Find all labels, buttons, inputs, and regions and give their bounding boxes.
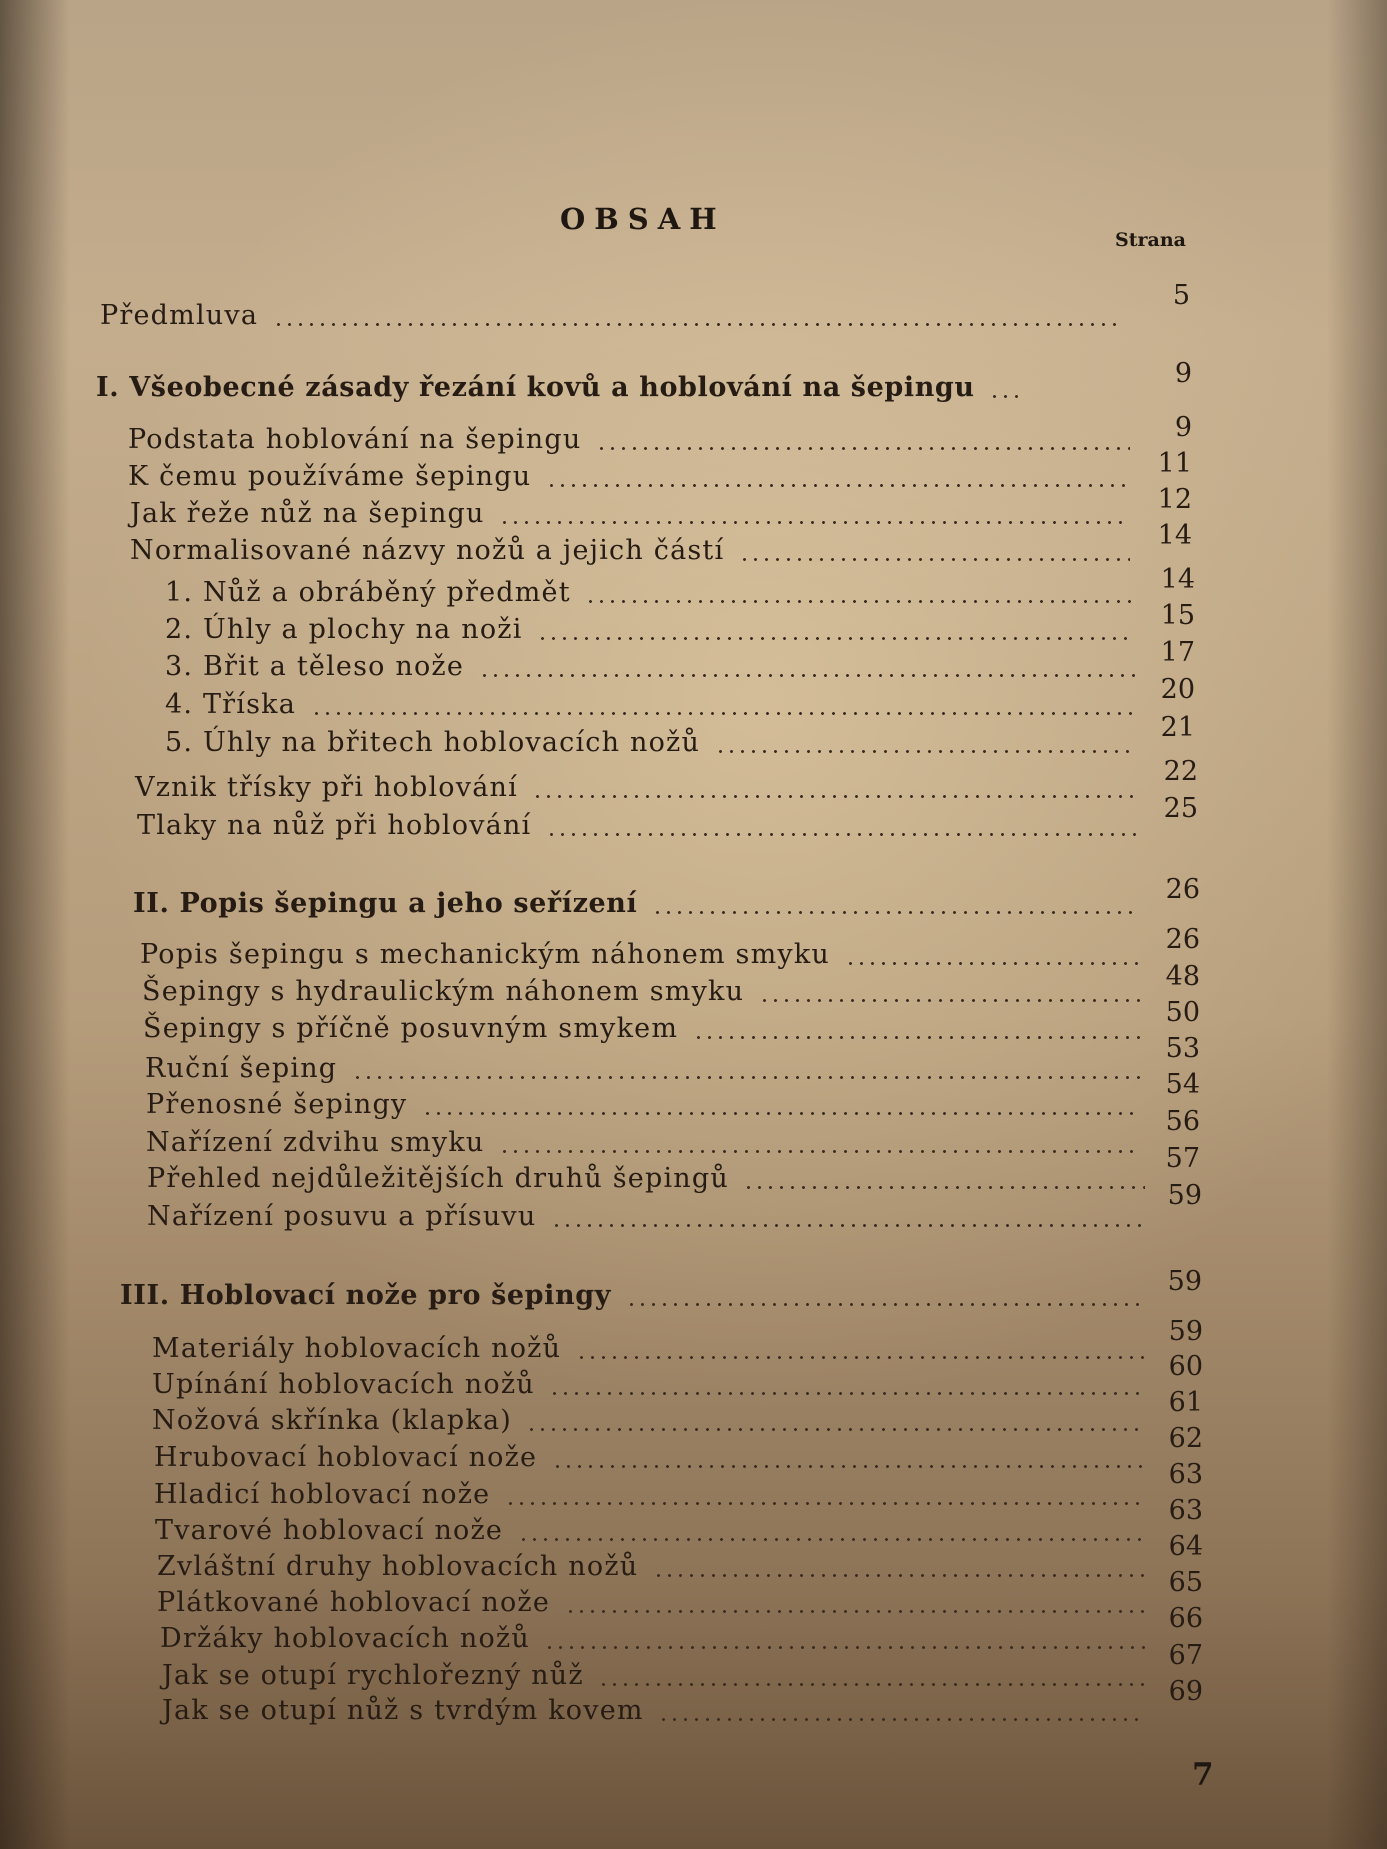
toc-dot-leader [499, 1150, 1140, 1153]
toc-dot-leader [532, 795, 1135, 798]
toc-entry-page: 66 [1168, 1603, 1203, 1634]
toc-entry [147, 1201, 1145, 1235]
toc-entry-page: 9 [1174, 412, 1192, 443]
toc-entry-page: 69 [1168, 1676, 1203, 1707]
toc-entry-label: Přenosné šepingy [146, 1089, 408, 1120]
toc-entry-label: Přehled nejdůležitějších druhů šepingů [147, 1163, 729, 1194]
toc-dot-leader [715, 750, 1135, 753]
toc-entry-label: 4. Tříska [165, 689, 297, 720]
toc-entry-page: 53 [1165, 1033, 1200, 1064]
toc-entry [165, 651, 1135, 685]
toc-entry-page: 21 [1160, 712, 1195, 743]
toc-dot-leader [598, 1683, 1145, 1686]
toc-dot-leader [352, 1076, 1140, 1079]
toc-dot-leader [576, 1356, 1145, 1359]
toc-entry-label: Předmluva [100, 300, 259, 331]
toc-entry-label: 1. Nůž a obráběný předmět [165, 577, 571, 608]
toc-entry-page: 26 [1165, 874, 1200, 905]
toc-entry [142, 976, 1140, 1010]
toc-entry-label: Jak se otupí rychlořezný nůž [162, 1660, 584, 1691]
toc-dot-leader [546, 484, 1130, 487]
toc-entry [100, 300, 1120, 334]
toc-entry [130, 535, 1130, 569]
toc-dot-leader [759, 999, 1140, 1002]
toc-entry-page: 20 [1160, 674, 1195, 705]
toc-entry-page: 67 [1168, 1640, 1203, 1671]
toc-entry [147, 1163, 1145, 1197]
toc-entry-page: 64 [1168, 1531, 1203, 1562]
toc-dot-leader [526, 1428, 1145, 1431]
toc-entry [165, 727, 1135, 761]
toc-entry-page: 9 [1174, 358, 1192, 389]
toc-entry-label: K čemu používáme šepingu [128, 461, 532, 492]
toc-entry [152, 1333, 1145, 1367]
toc-entry-page: 59 [1167, 1180, 1202, 1211]
toc-entry [137, 810, 1140, 844]
toc-entry [128, 461, 1130, 495]
toc-entry-label: Držáky hoblovacích nožů [160, 1623, 530, 1654]
toc-entry-label: Jak se otupí nůž s tvrdým kovem [162, 1695, 644, 1726]
toc-entry-label: Vznik třísky při hoblování [135, 772, 518, 803]
toc-entry-label: III. Hoblovací nože pro šepingy [120, 1280, 612, 1311]
toc-entry-label: Hladicí hoblovací nože [154, 1479, 491, 1510]
toc-entry [146, 1127, 1140, 1161]
toc-entry-page: 11 [1157, 448, 1192, 479]
toc-entry [143, 1013, 1140, 1047]
toc-entry-label: Materiály hoblovacích nožů [152, 1333, 562, 1364]
toc-entry-label: Šepingy s příčně posuvným smykem [143, 1013, 679, 1044]
toc-entry [130, 498, 1130, 532]
toc-dot-leader [739, 558, 1130, 561]
toc-entry-page: 5 [1172, 280, 1190, 311]
toc-entry [165, 614, 1135, 648]
toc-dot-leader [273, 323, 1120, 326]
toc-entry-label: Plátkované hoblovací nože [157, 1587, 551, 1618]
toc-entry [145, 1053, 1140, 1087]
toc-entry-label: Normalisované názvy nožů a jejich částí [130, 535, 725, 566]
toc-dot-leader [552, 1465, 1145, 1468]
toc-entry-label: Tlaky na nůž při hoblování [137, 810, 532, 841]
toc-entry-page: 15 [1160, 600, 1195, 631]
toc-dot-leader [626, 1303, 1145, 1306]
toc-entry-page: 56 [1165, 1106, 1200, 1137]
toc-entry-label: Nařízení zdvihu smyku [146, 1127, 485, 1158]
toc-entry-label: Nožová skřínka (klapka) [152, 1405, 512, 1436]
toc-chapter-heading [120, 1280, 1145, 1314]
toc-entry [157, 1551, 1145, 1585]
toc-entry-page: 62 [1168, 1423, 1203, 1454]
toc-dot-leader [693, 1036, 1140, 1039]
toc-entry-label: 5. Úhly na břitech hoblovacích nožů [165, 727, 701, 758]
toc-entry [162, 1660, 1145, 1694]
toc-entry-page: 14 [1157, 520, 1192, 551]
toc-entry [152, 1369, 1145, 1403]
toc-entry [135, 772, 1135, 806]
toc-entry [160, 1623, 1145, 1657]
toc-dot-leader [537, 637, 1135, 640]
toc-entry-label: Zvláštní druhy hoblovacích nožů [157, 1551, 639, 1582]
toc-dot-leader [311, 712, 1135, 715]
toc-entry-page: 63 [1168, 1459, 1203, 1490]
toc-entry-page: 22 [1163, 756, 1198, 787]
toc-dot-leader [585, 600, 1135, 603]
toc-chapter-heading [96, 372, 1025, 406]
toc-entry [165, 577, 1135, 611]
toc-entry-label: II. Popis šepingu a jeho seřízení [133, 888, 638, 919]
toc-dot-leader [479, 674, 1135, 677]
toc-entry-page: 25 [1163, 793, 1198, 824]
toc-entry [152, 1405, 1145, 1439]
toc-entry-page: 14 [1160, 564, 1195, 595]
toc-entry-page: 59 [1168, 1316, 1203, 1347]
toc-entry-label: Hrubovací hoblovací nože [154, 1442, 538, 1473]
toc-entry-page: 54 [1165, 1069, 1200, 1100]
toc-entry-label: Tvarové hoblovací nože [155, 1515, 504, 1546]
toc-dot-leader [499, 521, 1130, 524]
toc-entry-label: Ruční šeping [145, 1053, 338, 1084]
toc-entry-page: 26 [1165, 924, 1200, 955]
toc-dot-leader [565, 1610, 1145, 1613]
toc-entry-label: Podstata hoblování na šepingu [128, 424, 582, 455]
toc-entry [146, 1089, 1140, 1123]
toc-entry-label: Jak řeže nůž na šepingu [130, 498, 485, 529]
toc-entry-page: 59 [1167, 1266, 1202, 1297]
toc-dot-leader [505, 1502, 1145, 1505]
toc-entry [154, 1479, 1145, 1513]
toc-entry [155, 1515, 1145, 1549]
toc-entry-label: I. Všeobecné zásady řezání kovů a hoblování na šepingu [96, 372, 975, 403]
toc-dot-leader [989, 395, 1025, 398]
toc-chapter-heading [133, 888, 1140, 922]
page-title: OBSAH [560, 202, 726, 236]
toc-dot-leader [653, 1574, 1145, 1577]
toc-dot-leader [743, 1186, 1145, 1189]
toc-dot-leader [652, 911, 1140, 914]
toc-entry-page: 61 [1168, 1387, 1203, 1418]
toc-entry-label: 3. Břit a těleso nože [165, 651, 465, 682]
toc-entry-page: 60 [1168, 1351, 1203, 1382]
toc-entry [162, 1695, 1145, 1729]
toc-dot-leader [544, 1646, 1145, 1649]
toc-entry-page: 65 [1168, 1567, 1203, 1598]
toc-entry-label: Upínání hoblovacích nožů [152, 1369, 535, 1400]
toc-entry [140, 939, 1140, 973]
toc-dot-leader [596, 447, 1130, 450]
toc-dot-leader [549, 1392, 1145, 1395]
toc-entry [157, 1587, 1145, 1621]
toc-dot-leader [845, 962, 1140, 965]
page-column-header: Strana [1115, 229, 1186, 251]
toc-entry [165, 689, 1135, 723]
toc-entry-label: 2. Úhly a plochy na noži [165, 614, 523, 645]
toc-entry [154, 1442, 1145, 1476]
toc-dot-leader [658, 1718, 1145, 1721]
toc-entry-label: Šepingy s hydraulickým náhonem smyku [142, 976, 745, 1007]
toc-entry-page: 12 [1157, 484, 1192, 515]
toc-dot-leader [546, 833, 1140, 836]
toc-entry-page: 48 [1165, 961, 1200, 992]
toc-entry-page: 50 [1165, 997, 1200, 1028]
toc-entry [128, 424, 1130, 458]
toc-entry-page: 57 [1165, 1143, 1200, 1174]
toc-entry-page: 17 [1160, 637, 1195, 668]
toc-entry-label: Popis šepingu s mechanickým náhonem smyku [140, 939, 831, 970]
toc-dot-leader [422, 1112, 1140, 1115]
toc-dot-leader [518, 1538, 1145, 1541]
toc-dot-leader [551, 1224, 1145, 1227]
page-number: 7 [1192, 1757, 1214, 1793]
toc-entry-page: 63 [1168, 1495, 1203, 1526]
toc-entry-label: Nařízení posuvu a přísuvu [147, 1201, 537, 1232]
